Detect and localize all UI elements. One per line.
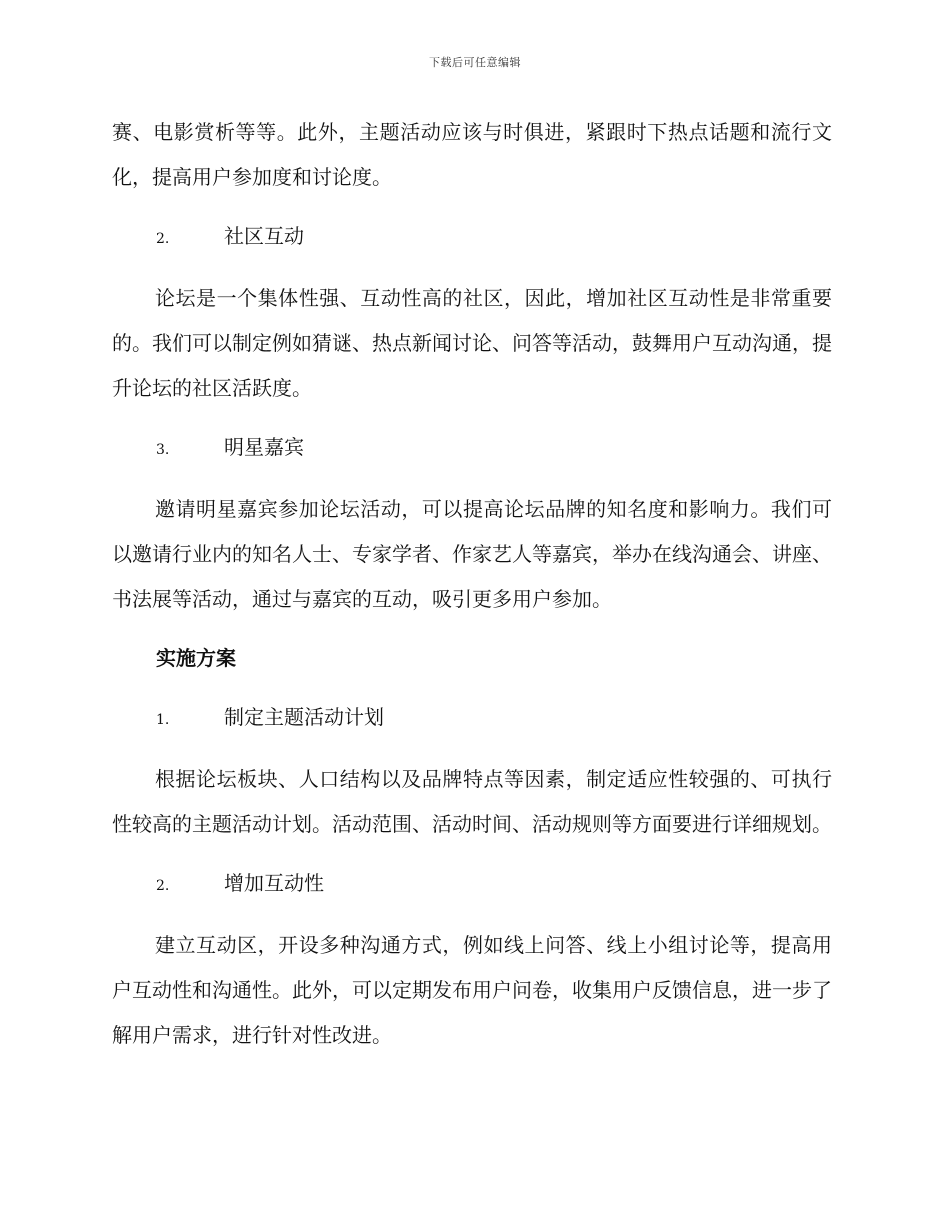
list-number: 2. xyxy=(156,878,170,894)
list-item-title: 明星嘉宾 xyxy=(224,435,304,459)
document-body xyxy=(112,110,832,1072)
list-item-title: 社区互动 xyxy=(224,224,304,248)
section-heading: 实施方案 xyxy=(156,646,236,670)
paragraph-continued: 赛、电影赏析等等。此外，主题活动应该与时俱进，紧跟时下热点话题和流行文化，提高用户参加度和讨论度。 xyxy=(112,120,832,189)
paragraph-plan: 根据论坛板块、人口结构以及品牌特点等因素，制定适应性较强的、可执行性较高的主题活动计划。活动范围、活动时间、活动规则等方面要进行详细规划。 xyxy=(112,767,832,836)
list-item-title: 增加互动性 xyxy=(224,871,324,895)
list-number: 2. xyxy=(156,231,170,247)
list-item-community-interaction xyxy=(156,214,832,262)
page-header: 下载后可任意编辑 xyxy=(429,56,521,69)
list-item-interactivity xyxy=(156,861,832,909)
paragraph-celebrity: 邀请明星嘉宾参加论坛活动，可以提高论坛品牌的知名度和影响力。我们可以邀请行业内的知名人士、专家学者、作家艺人等嘉宾，举办在线沟通会、讲座、书法展等活动，通过与嘉宾的互动，吸引更多用户参加。 xyxy=(112,497,832,611)
list-item-plan xyxy=(156,695,832,743)
paragraph-interactivity: 建立互动区，开设多种沟通方式，例如线上问答、线上小组讨论等，提高用户互动性和沟通性。此外，可以定期发布用户问卷，收集用户反馈信息，进一步了解用户需求，进行针对性改进。 xyxy=(112,933,832,1047)
paragraph-community: 论坛是一个集体性强、互动性高的社区，因此，增加社区互动性是非常重要的。我们可以制定例如猜谜、热点新闻讨论、问答等活动，鼓舞用户互动沟通，提升论坛的社区活跃度。 xyxy=(112,286,832,400)
list-item-celebrity-guests xyxy=(156,425,832,473)
list-number: 1. xyxy=(156,712,170,728)
list-item-title: 制定主题活动计划 xyxy=(224,705,384,729)
list-number: 3. xyxy=(156,442,170,458)
